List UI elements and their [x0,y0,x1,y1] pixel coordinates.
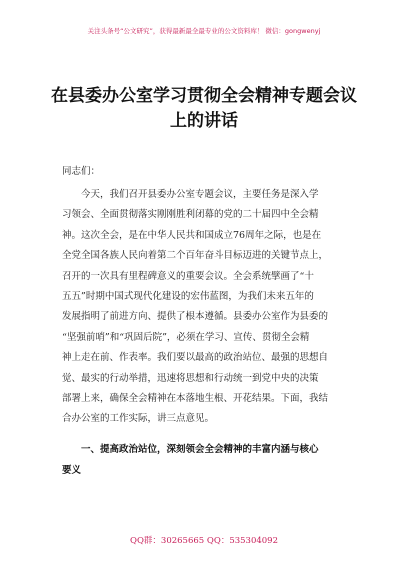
paragraph-line: 觉、最实的行动举措，迅速将思想和行动统一到党中央的决策 [62,372,319,384]
paragraph-line: 召开的一次具有里程碑意义的重要会议。全会系统擘画了“十 [62,270,314,282]
promo-banner: 关注头条号“公文研究”，获得最新最全最专业的公文资料库！ 微信：gongwenyj [87,27,321,35]
section-heading-line-2: 要义 [62,465,82,476]
paragraph-line: “坚强前哨”和“巩固后院”，必须在学习、宣传、贯彻全会精 [62,331,310,343]
section-heading [62,439,349,481]
salutation: 同志们： [62,166,101,177]
paragraph-line: 神。这次全会，是在中华人民共和国成立76周年之际，也是在 [62,229,322,241]
paragraph-line: 五五”时期中国式现代化建设的宏伟蓝图，为我们未来五年的 [62,291,314,303]
contact-footer: QQ群：30265665 QQ：535304092 [129,536,278,546]
section-heading-line-1: 一、提高政治站位，深刻领会全会精神的丰富内涵与核心 [81,444,319,455]
document-title-line-1: 在县委办公室学习贯彻全会精神专题会议 [51,86,357,106]
opening-paragraph [62,185,349,430]
paragraph-line: 部署上来，确保全会精神在本落地生根、开花结果。下面，我结 [62,393,329,405]
document-title [48,84,360,134]
paragraph-line: 今天，我们召开县委办公室专题会议，主要任务是深入学 [81,189,319,200]
paragraph-line: 习领会、全面贯彻落实刚刚胜利闭幕的党的二十届四中全会精 [62,209,319,221]
paragraph-line: 神上走在前、作表率。我们要以最高的政治站位、最强的思想自 [62,352,329,364]
paragraph-line: 全党全国各族人民向着第二个百年奋斗目标迈进的关键节点上， [62,250,329,262]
document-title-line-2: 上的讲话 [170,111,238,131]
paragraph-line: 合办公室的工作实际，讲三点意见。 [62,413,215,425]
paragraph-line: 发展指明了前进方向、提供了根本遵循。县委办公室作为县委的 [62,311,329,323]
